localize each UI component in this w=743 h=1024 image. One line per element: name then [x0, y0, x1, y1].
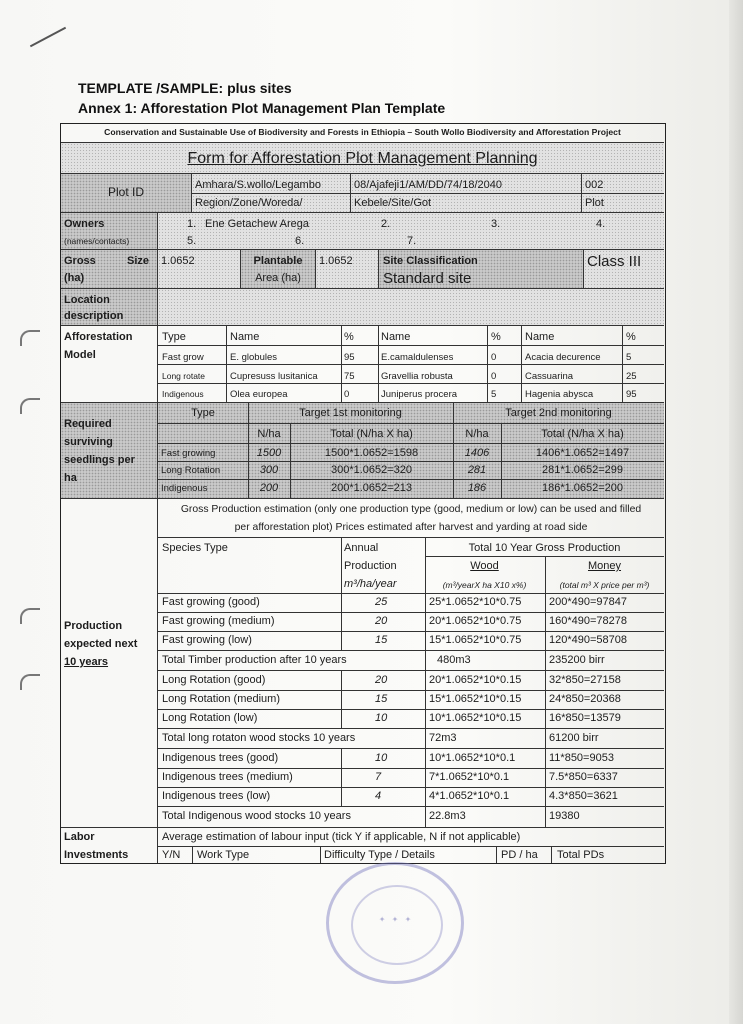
production-label: Production: [64, 620, 123, 632]
total-header: Total (N/ha X ha): [330, 428, 413, 440]
punch-hole: [20, 608, 40, 624]
indig-total-label: Total Indigenous wood stocks 10 years: [162, 810, 351, 822]
seedling-row-total: 186*1.0652=200: [541, 482, 624, 494]
investments-label: Investments: [64, 849, 129, 861]
afforestation-label: Afforestation: [64, 331, 133, 343]
plot-value: 002: [585, 179, 604, 191]
prod-row-money: 7.5*850=6337: [549, 771, 618, 783]
prod-row-wood: 25*1.0652*10*0.75: [429, 596, 522, 608]
prod-row-species: Fast growing (low): [162, 634, 252, 646]
nha-header: N/ha: [465, 428, 489, 440]
prod-row-annual: 20: [375, 615, 388, 627]
prod-row-species: Indigenous trees (low): [162, 790, 271, 802]
wood-header: Wood: [470, 560, 499, 572]
plot-id-label: Plot ID: [107, 186, 144, 199]
model-row-pct: 5: [491, 389, 497, 400]
prod-row-money: 32*850=27158: [549, 674, 621, 686]
seedling-row-type: Long Rotation: [161, 465, 221, 476]
prod-row-wood: 15*1.0652*10*0.75: [429, 634, 522, 646]
model-row-pct: 75: [344, 371, 355, 382]
prod-row-species: Long Rotation (good): [162, 674, 266, 686]
annex-heading: Annex 1: Afforestation Plot Management Plan Template: [78, 100, 446, 116]
money-header: Money: [587, 560, 622, 572]
model-row-pct: 25: [626, 371, 637, 382]
model-row-name: E.camaldulenses: [381, 352, 454, 363]
prod-row-species: Indigenous trees (medium): [162, 771, 293, 783]
seedling-row-total: 281*1.0652=299: [541, 464, 624, 476]
prod-row-wood: 4*1.0652*10*0.1: [429, 790, 510, 802]
surviving-label: surviving: [64, 436, 113, 448]
owner-3-number: 3.: [491, 218, 501, 230]
model-label: Model: [64, 349, 96, 361]
model-row-pct: 95: [344, 352, 355, 363]
template-heading: TEMPLATE /SAMPLE: plus sites: [78, 80, 292, 96]
seedlings-type-header: Type: [191, 407, 215, 419]
species-type-header: Species Type: [162, 542, 228, 554]
seedlings-per-label: seedlings per: [64, 454, 135, 466]
location-field-bg: [158, 289, 664, 325]
kebele-value: 08/Ajafeji1/AM/DD/74/18/2040: [354, 179, 502, 191]
prod-row-wood: 20*1.0652*10*0.75: [429, 615, 522, 627]
owner-5-number: 5.: [187, 235, 197, 247]
location-label: Location: [64, 294, 110, 306]
wood-subheader: (m³/yearX ha X10 x%): [442, 580, 527, 590]
kebele-label: Kebele/Site/Got: [354, 197, 432, 209]
prod-row-money: 16*850=13579: [549, 712, 621, 724]
prod-row-annual: 15: [375, 693, 388, 705]
production-intro-2: per afforestation plot) Prices estimated after harvest and yarding at road side: [234, 522, 588, 533]
long-total-money: 61200 birr: [549, 732, 599, 744]
seedling-row-nha: 281: [467, 464, 487, 476]
punch-hole: [20, 330, 40, 346]
owner-2-number: 2.: [381, 218, 391, 230]
labor-totalpd-header: Total PDs: [557, 849, 605, 861]
description-label: description: [64, 310, 124, 322]
owner-7-number: 7.: [407, 235, 417, 247]
model-type-header: Type: [162, 331, 186, 343]
model-pct-header: %: [491, 331, 501, 343]
prod-row-wood: 10*1.0652*10*0.15: [429, 712, 522, 724]
model-row-name: Olea europea: [230, 389, 288, 400]
seedling-row-total: 1406*1.0652=1497: [535, 447, 630, 459]
prod-row-species: Fast growing (good): [162, 596, 260, 608]
model-row-pct: 0: [491, 352, 497, 363]
prod-row-wood: 20*1.0652*10*0.15: [429, 674, 522, 686]
gross-label: Gross: [64, 255, 96, 267]
labor-pdha-header: PD / ha: [501, 849, 538, 861]
class-value: Class III: [587, 253, 642, 270]
size-label: Size: [127, 255, 150, 267]
indig-total-wood: 22.8m3: [429, 810, 466, 822]
prod-row-annual: 25: [375, 596, 388, 608]
prod-row-annual: 20: [375, 674, 388, 686]
model-row-pct: 0: [344, 389, 350, 400]
owner-1-number: 1.: [187, 218, 197, 230]
labor-worktype-header: Work Type: [197, 849, 250, 861]
ten-years-label: 10 years: [64, 656, 109, 668]
form-frame: [60, 123, 666, 864]
owner-1-name: Ene Getachew Arega: [205, 218, 309, 230]
model-row-name: Gravellia robusta: [381, 371, 453, 382]
prod-row-annual: 10: [375, 752, 388, 764]
seedling-row-type: Fast growing: [161, 448, 216, 459]
seedling-row-nha: 300: [259, 464, 279, 476]
plantable-label: Plantable: [253, 255, 303, 267]
owners-sublabel: (names/contacts): [64, 236, 130, 246]
model-row-name: Cassuarina: [525, 371, 574, 382]
prod-row-money: 4.3*850=3621: [549, 790, 618, 802]
model-row-pct: 5: [626, 352, 632, 363]
site-value: Standard site: [383, 270, 472, 287]
labor-intro: Average estimation of labour input (tick Y if applicable, N if not applicable): [162, 831, 521, 843]
model-row-name: Hagenia abysca: [525, 389, 594, 400]
model-pct-header: %: [344, 331, 354, 343]
prod-row-money: 24*850=20368: [549, 693, 621, 705]
prod-row-wood: 10*1.0652*10*0.1: [429, 752, 516, 764]
labor-yn-header: Y/N: [162, 849, 181, 861]
prod-row-money: 120*490=58708: [549, 634, 627, 646]
site-label: Site Classification: [383, 255, 478, 267]
production-intro-1: Gross Production estimation (only one production type (good, medium or low) can be used and filled: [180, 504, 642, 515]
plantable-area-label: Area (ha): [255, 272, 301, 284]
prod-row-species: Fast growing (medium): [162, 615, 275, 627]
labor-label: Labor: [64, 831, 95, 843]
model-name-header: Name: [525, 331, 555, 343]
prod-row-species: Indigenous trees (good): [162, 752, 279, 764]
expected-next-label: expected next: [64, 638, 138, 650]
seedling-row-nha: 186: [467, 482, 487, 494]
seedling-row-nha: 200: [259, 482, 279, 494]
gross-value: 1.0652: [161, 255, 195, 267]
timber-total-label: Total Timber production after 10 years: [162, 654, 347, 666]
paper-edge: [729, 0, 743, 1024]
long-total-wood: 72m3: [429, 732, 457, 744]
prod-row-species: Long Rotation (medium): [162, 693, 281, 705]
model-row-type: Fast grow: [162, 352, 204, 363]
punch-hole: [20, 398, 40, 414]
required-label: Required: [64, 418, 112, 430]
seedling-row-total: 1500*1.0652=1598: [324, 447, 419, 459]
prod-row-money: 200*490=97847: [549, 596, 627, 608]
target1-header: Target 1st monitoring: [299, 407, 402, 419]
total-header: Total (N/ha X ha): [541, 428, 624, 440]
long-total-label: Total long rotaton wood stocks 10 years: [162, 732, 356, 744]
seedling-row-total: 200*1.0652=213: [330, 482, 413, 494]
indig-total-money: 19380: [549, 810, 580, 822]
model-row-name: Juniperus procera: [381, 389, 458, 400]
seedling-row-nha: 1406: [464, 447, 490, 459]
seedling-row-nha: 1500: [256, 447, 282, 459]
model-name-header: Name: [230, 331, 260, 343]
form-title: Form for Afforestation Plot Management Planning: [187, 150, 538, 167]
ha-label: ha: [64, 472, 77, 484]
annual-unit-header: m³/ha/year: [344, 578, 397, 590]
model-row-type: Indigenous: [162, 389, 204, 399]
prod-row-annual: 4: [375, 790, 382, 802]
timber-total-wood: 480m3: [437, 654, 471, 666]
target2-header: Target 2nd monitoring: [505, 407, 612, 419]
total10-header: Total 10 Year Gross Production: [468, 542, 621, 554]
model-row-name: Cupresuss lusitanica: [230, 371, 318, 382]
model-row-name: E. globules: [230, 352, 278, 363]
prod-row-money: 160*490=78278: [549, 615, 627, 627]
prod-row-annual: 10: [375, 712, 388, 724]
prod-row-wood: 7*1.0652*10*0.1: [429, 771, 510, 783]
nha-header: N/ha: [257, 428, 281, 440]
owner-4-number: 4.: [596, 218, 606, 230]
official-stamp: ✦ ✦ ✦: [326, 862, 464, 984]
model-row-pct: 0: [491, 371, 497, 382]
model-name-header: Name: [381, 331, 411, 343]
plantable-value: 1.0652: [319, 255, 353, 267]
annual-header: Annual: [344, 542, 379, 554]
prod-row-wood: 15*1.0652*10*0.15: [429, 693, 522, 705]
seedling-row-type: Indigenous: [161, 483, 208, 494]
labor-difficulty-header: Difficulty Type / Details: [324, 849, 435, 861]
plot-label: Plot: [585, 197, 604, 209]
money-subheader: (total m³ X price per m³): [559, 580, 650, 590]
timber-total-money: 235200 birr: [549, 654, 605, 666]
project-banner: Conservation and Sustainable Use of Biodiversity and Forests in Ethiopia – South Wollo Biodiversity and Afforestation Project: [104, 127, 621, 137]
region-label: Region/Zone/Woreda/: [195, 197, 303, 209]
prod-row-annual: 15: [375, 634, 388, 646]
prod-row-money: 11*850=9053: [549, 752, 614, 764]
model-pct-header: %: [626, 331, 636, 343]
prod-row-annual: 7: [375, 771, 382, 783]
model-row-type: Long rotate: [162, 371, 206, 381]
owners-label: Owners: [64, 218, 105, 230]
model-row-pct: 95: [626, 389, 637, 400]
prod-row-species: Long Rotation (low): [162, 712, 258, 724]
owner-6-number: 6.: [295, 235, 305, 247]
region-value: Amhara/S.wollo/Legambo: [195, 179, 321, 191]
production-header: Production: [344, 560, 397, 572]
model-row-name: Acacia decurence: [525, 352, 601, 363]
seedling-row-total: 300*1.0652=320: [330, 464, 413, 476]
punch-hole: [20, 674, 40, 690]
ha-label: (ha): [64, 272, 85, 284]
